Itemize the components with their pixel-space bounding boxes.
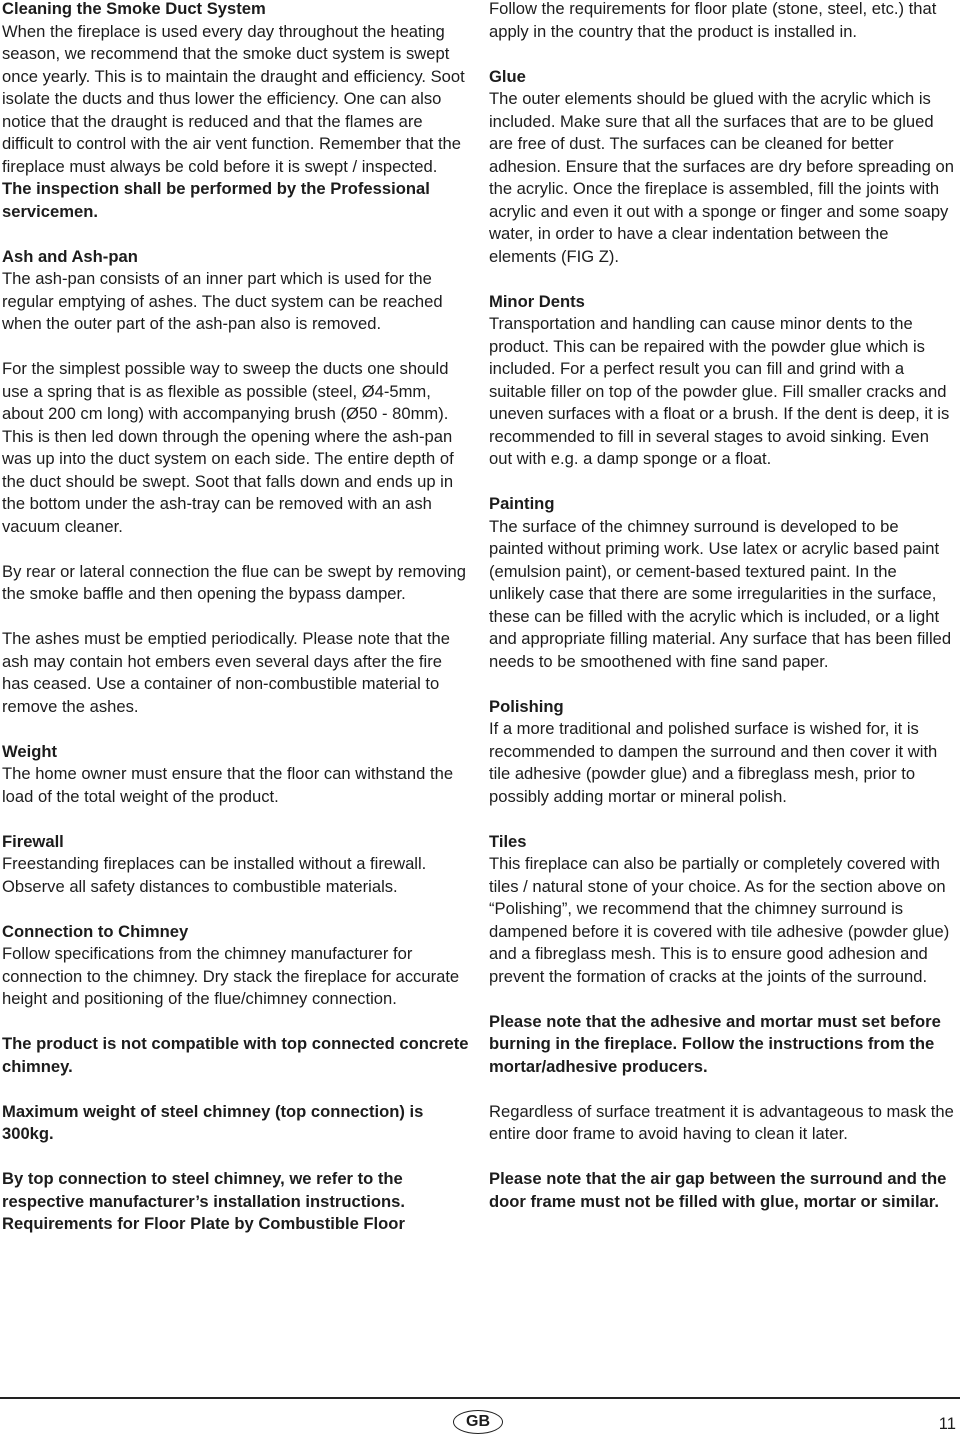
section-body: Transportation and handling can cause minor dents to the product. This can be repaired with the powder glue which is included. For a perfect result you can fill and grind with a suitable filler on top of the powder glue. Fill smaller cracks and uneven surfaces with a float or a brush. If the dent is deep, it is recommended to fill in several stages to avoid sinking. Even out with e.g. a damp sponge or a float. xyxy=(489,314,950,468)
section-heading: Connection to Chimney xyxy=(2,921,189,941)
section-heading: Painting xyxy=(489,494,555,513)
bold-note: The inspection shall be performed by the Professional servicemen. xyxy=(2,179,430,221)
section-polishing xyxy=(489,696,955,809)
section-ash-pan xyxy=(2,246,470,336)
sweep-paragraph: For the simplest possible way to sweep the ducts one should use a spring that is as flexible as possible (steel, Ø4-5mm, about 200 cm long) with accompanying brush (Ø50 - 80mm). This is then led down through the opening where the ash-pan was up into the duct system on each side. The entire depth of the duct should be swept. Soot that falls down and ends up in the bottom under the ash-tray can be removed with an ash vacuum cleaner. xyxy=(2,359,454,536)
section-heading: Weight xyxy=(2,741,57,761)
section-heading: Polishing xyxy=(489,696,564,716)
floor-plate-body: Follow the requirements for floor plate (stone, steel, etc.) that apply in the country that the product is installed in. xyxy=(489,0,937,41)
rear-connection-paragraph: By rear or lateral connection the flue can be swept by removing the smoke baffle and then opening the bypass damper. xyxy=(2,561,466,603)
section-heading: Firewall xyxy=(2,831,64,851)
section-tiles xyxy=(489,831,955,989)
section-heading: Tiles xyxy=(489,831,527,851)
right-column xyxy=(489,0,955,1213)
section-body: The home owner must ensure that the floor can withstand the load of the total weight of the product. xyxy=(2,764,454,806)
door-frame-paragraph: Regardless of surface treatment it is advantageous to mask the entire door frame to avoid having to clean it later. xyxy=(489,1101,954,1143)
section-body: Freestanding fireplaces can be installed without a firewall. Observe all safety distances to combustible materials. xyxy=(2,854,427,896)
section-body: Follow specifications from the chimney manufacturer for connection to the chimney. Dry stack the fireplace for accurate height and positioning of the flue/chimney connection. xyxy=(2,944,460,1008)
bold-max-weight: Maximum weight of steel chimney (top connection) is 300kg. xyxy=(2,1101,424,1143)
section-heading: Minor Dents xyxy=(489,291,585,311)
section-body: The surface of the chimney surround is developed to be painted without priming work. Use latex or acrylic based paint (emulsion paint), or cement-based textured paint. In the unlikely case that there are some irregularities in the surface, these can be filled with the acrylic which is included, or a light and appropriate filling material. Any surface that has been filled needs to be smoothened with fine sand paper. xyxy=(489,516,952,671)
footer-divider xyxy=(0,1397,960,1399)
section-minor-dents xyxy=(489,291,955,471)
bold-air-gap-note: Please note that the air gap between the surround and the door frame must not be filled with glue, mortar or similar. xyxy=(489,1169,947,1211)
section-heading: Cleaning the Smoke Duct System xyxy=(2,0,266,18)
bold-adhesive-note: Please note that the adhesive and mortar must set before burning in the fireplace. Follow the instructions from the mortar/adhesive producers. xyxy=(489,1011,941,1076)
section-heading: Ash and Ash-pan xyxy=(2,246,138,266)
section-body: The outer elements should be glued with the acrylic which is included. Make sure that all the surfaces that are to be glued are free of dust. The surfaces can be cleaned for better adhesion. Ensure that the surfaces are dry before spreading on the acrylic. Once the fireplace is assembled, fill the joints with acrylic and even it out with a sponge or finger and some soapy water, in order to have a clear indentation between the elements (FIG Z). xyxy=(489,89,954,266)
floor-plate-heading: Requirements for Floor Plate by Combustible Floor xyxy=(2,1214,405,1233)
section-smoke-duct xyxy=(2,0,470,223)
section-firewall xyxy=(2,831,470,899)
section-body: This fireplace can also be partially or completely covered with tiles / natural stone of your choice. As for the section above on “Polishing”, we recommend that the chimney surround is dampened before it is covered with tile adhesive (powder glue) and a fibreglass mesh. This is to ensure good adhesion and prevent the formation of cracks at the joints of the surround. xyxy=(489,854,950,986)
section-body: When the fireplace is used every day throughout the heating season, we recommend that the smoke duct system is swept once yearly. This is to maintain the draught and efficiency. Soot isolate the ducts and thus lower the efficiency. One can also notice that the draught is reduced and that the flames are difficult to control with the air vent function. Remember that the fireplace must always be cold before it is swept / inspected. xyxy=(2,21,465,176)
bold-not-compatible: The product is not compatible with top connected concrete chimney. xyxy=(2,1034,469,1076)
page-number: 11 xyxy=(938,1414,956,1433)
section-body: If a more traditional and polished surface is wished for, it is recommended to dampen the surround and then cover it with tile adhesive (powder glue) and a fibreglass mesh, prior to possibly adding mortar or mineral polish. xyxy=(489,719,938,806)
section-glue xyxy=(489,66,955,269)
left-column xyxy=(2,0,470,1236)
bold-top-connection: By top connection to steel chimney, we refer to the respective manufacturer’s installation instructions. xyxy=(2,1169,405,1211)
section-chimney xyxy=(2,921,470,1011)
section-weight xyxy=(2,741,470,809)
language-badge: GB xyxy=(453,1410,503,1434)
section-body: The ash-pan consists of an inner part which is used for the regular emptying of ashes. The duct system can be reached when the outer part of the ash-pan also is removed. xyxy=(2,269,443,333)
section-painting xyxy=(489,493,955,673)
section-heading: Glue xyxy=(489,66,526,86)
ashes-paragraph: The ashes must be emptied periodically. Please note that the ash may contain hot embers even several days after the fire has ceased. Use a container of non-combustible material to remove the ashes. xyxy=(2,629,450,716)
